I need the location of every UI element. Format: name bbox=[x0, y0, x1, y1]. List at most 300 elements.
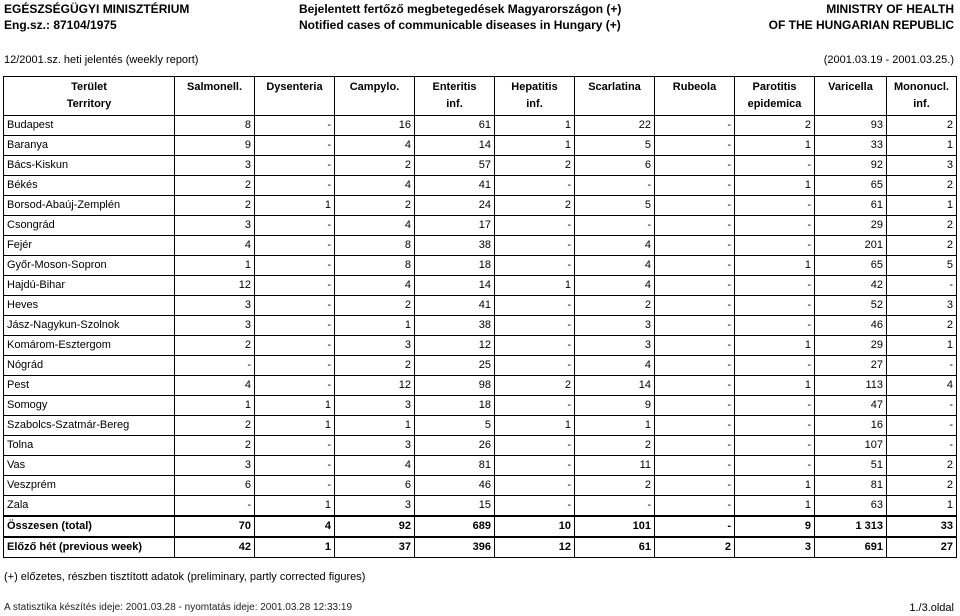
value-cell: 1 bbox=[175, 396, 255, 416]
value-cell: - bbox=[735, 456, 815, 476]
value-cell: - bbox=[255, 156, 335, 176]
value-cell: - bbox=[255, 376, 335, 396]
value-cell: 16 bbox=[335, 116, 415, 136]
value-cell: 93 bbox=[815, 116, 887, 136]
value-cell: 1 bbox=[887, 196, 957, 216]
value-cell: 3 bbox=[175, 456, 255, 476]
value-cell: - bbox=[887, 416, 957, 436]
value-cell: 22 bbox=[575, 116, 655, 136]
value-cell: - bbox=[735, 416, 815, 436]
table-row bbox=[4, 336, 957, 356]
value-cell: - bbox=[495, 216, 575, 236]
column-header-line2 bbox=[815, 96, 886, 113]
territory-cell: Tolna bbox=[4, 436, 175, 456]
value-cell: - bbox=[887, 356, 957, 376]
value-cell: - bbox=[255, 116, 335, 136]
value-cell: 2 bbox=[175, 176, 255, 196]
value-cell: 1 bbox=[887, 496, 957, 517]
value-cell: 4 bbox=[175, 376, 255, 396]
table-row bbox=[4, 296, 957, 316]
value-cell: 57 bbox=[415, 156, 495, 176]
value-cell: - bbox=[495, 496, 575, 517]
value-cell: 3 bbox=[175, 296, 255, 316]
value-cell: - bbox=[655, 236, 735, 256]
column-header-line1: Enteritis bbox=[432, 81, 477, 93]
value-cell: 1 bbox=[735, 476, 815, 496]
value-cell: - bbox=[495, 436, 575, 456]
value-cell: 29 bbox=[815, 336, 887, 356]
value-cell: 201 bbox=[815, 236, 887, 256]
value-cell: 5 bbox=[415, 416, 495, 436]
value-cell: - bbox=[735, 156, 815, 176]
value-cell: 2 bbox=[575, 476, 655, 496]
value-cell: 1 bbox=[335, 316, 415, 336]
value-cell: - bbox=[655, 116, 735, 136]
print-timestamp: A statisztika készítés ideje: 2001.03.28 - nyomtatás ideje: 2001.03.28 12:33:19 bbox=[4, 602, 353, 613]
territory-cell: Összesen (total) bbox=[4, 516, 175, 537]
table-header bbox=[4, 77, 957, 116]
value-cell: 61 bbox=[415, 116, 495, 136]
value-cell: 38 bbox=[415, 236, 495, 256]
value-cell: 2 bbox=[175, 196, 255, 216]
value-cell: 1 bbox=[255, 496, 335, 517]
value-cell: 8 bbox=[335, 256, 415, 276]
date-range: (2001.03.19 - 2001.03.25.) bbox=[823, 54, 954, 66]
value-cell: 2 bbox=[495, 376, 575, 396]
value-cell: 3 bbox=[887, 156, 957, 176]
value-cell: 1 bbox=[735, 176, 815, 196]
value-cell: 1 bbox=[575, 416, 655, 436]
value-cell: 61 bbox=[575, 537, 655, 558]
territory-cell: Fejér bbox=[4, 236, 175, 256]
table-row bbox=[4, 236, 957, 256]
value-cell: - bbox=[255, 336, 335, 356]
value-cell: 1 bbox=[495, 276, 575, 296]
value-cell: 16 bbox=[815, 416, 887, 436]
value-cell: 2 bbox=[175, 436, 255, 456]
territory-cell: Somogy bbox=[4, 396, 175, 416]
value-cell: 15 bbox=[415, 496, 495, 517]
value-cell: - bbox=[735, 316, 815, 336]
value-cell: - bbox=[495, 296, 575, 316]
value-cell: 6 bbox=[335, 476, 415, 496]
value-cell: 4 bbox=[575, 356, 655, 376]
value-cell: - bbox=[735, 236, 815, 256]
value-cell: 396 bbox=[415, 537, 495, 558]
value-cell: 46 bbox=[815, 316, 887, 336]
value-cell: 1 bbox=[335, 416, 415, 436]
value-cell: 12 bbox=[175, 276, 255, 296]
value-cell: - bbox=[575, 496, 655, 517]
value-cell: 3 bbox=[887, 296, 957, 316]
value-cell: - bbox=[887, 436, 957, 456]
value-cell: 14 bbox=[415, 136, 495, 156]
value-cell: 4 bbox=[175, 236, 255, 256]
territory-cell: Békés bbox=[4, 176, 175, 196]
value-cell: - bbox=[655, 496, 735, 517]
value-cell: 2 bbox=[335, 196, 415, 216]
value-cell: 4 bbox=[575, 276, 655, 296]
value-cell: 41 bbox=[415, 176, 495, 196]
territory-cell: Komárom-Esztergom bbox=[4, 336, 175, 356]
value-cell: - bbox=[655, 316, 735, 336]
value-cell: 18 bbox=[415, 396, 495, 416]
value-cell: 4 bbox=[335, 276, 415, 296]
territory-cell: Szabolcs-Szatmár-Bereg bbox=[4, 416, 175, 436]
value-cell: - bbox=[735, 396, 815, 416]
value-cell: 18 bbox=[415, 256, 495, 276]
value-cell: 2 bbox=[887, 236, 957, 256]
table-body bbox=[4, 116, 957, 558]
value-cell: 107 bbox=[815, 436, 887, 456]
column-header-line1: Salmonell. bbox=[186, 81, 243, 93]
value-cell: 51 bbox=[815, 456, 887, 476]
value-cell: 3 bbox=[335, 496, 415, 517]
table-row bbox=[4, 476, 957, 496]
column-header-line2: epidemica bbox=[747, 98, 802, 110]
value-cell: 12 bbox=[495, 537, 575, 558]
value-cell: 4 bbox=[575, 236, 655, 256]
value-cell: 691 bbox=[815, 537, 887, 558]
value-cell: 2 bbox=[575, 296, 655, 316]
table-row bbox=[4, 176, 957, 196]
table-row bbox=[4, 316, 957, 336]
territory-cell: Heves bbox=[4, 296, 175, 316]
value-cell: - bbox=[735, 216, 815, 236]
column-header-line2: inf. bbox=[526, 98, 543, 110]
column-header-line2 bbox=[655, 96, 734, 113]
value-cell: 3 bbox=[735, 537, 815, 558]
column-header bbox=[175, 77, 255, 116]
value-cell: - bbox=[255, 256, 335, 276]
value-cell: - bbox=[655, 336, 735, 356]
value-cell: - bbox=[175, 496, 255, 517]
page-number: 1./3.oldal bbox=[909, 602, 954, 614]
value-cell: 1 313 bbox=[815, 516, 887, 537]
value-cell: - bbox=[255, 296, 335, 316]
report-number: 12/2001.sz. heti jelentés (weekly report) bbox=[4, 54, 199, 66]
value-cell: 689 bbox=[415, 516, 495, 537]
value-cell: 2 bbox=[335, 296, 415, 316]
value-cell: 12 bbox=[335, 376, 415, 396]
value-cell: - bbox=[655, 476, 735, 496]
value-cell: 1 bbox=[735, 136, 815, 156]
value-cell: - bbox=[255, 276, 335, 296]
title-hungarian: Bejelentett fertőző megbetegedések Magyarországon (+) bbox=[299, 2, 622, 16]
column-header-line1: Hepatitis bbox=[511, 81, 558, 93]
ministry-name-en: MINISTRY OF HEALTH bbox=[826, 2, 954, 16]
value-cell: 12 bbox=[415, 336, 495, 356]
value-cell: 1 bbox=[255, 196, 335, 216]
column-header-line2 bbox=[335, 96, 414, 113]
column-header-line1: Parotitis bbox=[752, 81, 797, 93]
column-header-line2: inf. bbox=[446, 98, 463, 110]
value-cell: 1 bbox=[255, 416, 335, 436]
value-cell: 1 bbox=[735, 496, 815, 517]
value-cell: - bbox=[255, 236, 335, 256]
value-cell: 3 bbox=[575, 336, 655, 356]
value-cell: 4 bbox=[575, 256, 655, 276]
value-cell: 2 bbox=[887, 216, 957, 236]
value-cell: 2 bbox=[887, 456, 957, 476]
table-row bbox=[4, 216, 957, 236]
value-cell: 41 bbox=[415, 296, 495, 316]
value-cell: - bbox=[735, 296, 815, 316]
value-cell: 42 bbox=[815, 276, 887, 296]
column-header-line2 bbox=[575, 96, 654, 113]
territory-cell: Nógrád bbox=[4, 356, 175, 376]
value-cell: 1 bbox=[495, 416, 575, 436]
value-cell: 81 bbox=[415, 456, 495, 476]
column-header-line1: Mononucl. bbox=[894, 81, 949, 93]
value-cell: 1 bbox=[495, 136, 575, 156]
table-row bbox=[4, 436, 957, 456]
value-cell: 2 bbox=[335, 356, 415, 376]
disease-table bbox=[3, 76, 957, 558]
value-cell: 33 bbox=[815, 136, 887, 156]
value-cell: 3 bbox=[575, 316, 655, 336]
table-row bbox=[4, 156, 957, 176]
table-row bbox=[4, 276, 957, 296]
column-header bbox=[415, 77, 495, 116]
value-cell: 10 bbox=[495, 516, 575, 537]
table-row bbox=[4, 136, 957, 156]
value-cell: 11 bbox=[575, 456, 655, 476]
value-cell: 6 bbox=[175, 476, 255, 496]
table-row bbox=[4, 416, 957, 436]
value-cell: - bbox=[887, 276, 957, 296]
value-cell: - bbox=[655, 376, 735, 396]
value-cell: - bbox=[887, 396, 957, 416]
value-cell: - bbox=[495, 456, 575, 476]
value-cell: 3 bbox=[175, 216, 255, 236]
column-header bbox=[335, 77, 415, 116]
value-cell: - bbox=[655, 396, 735, 416]
territory-cell: Veszprém bbox=[4, 476, 175, 496]
value-cell: - bbox=[495, 476, 575, 496]
value-cell: 27 bbox=[887, 537, 957, 558]
value-cell: 1 bbox=[735, 376, 815, 396]
value-cell: - bbox=[495, 316, 575, 336]
value-cell: - bbox=[255, 176, 335, 196]
column-header-line2 bbox=[175, 96, 254, 113]
value-cell: - bbox=[655, 276, 735, 296]
value-cell: 52 bbox=[815, 296, 887, 316]
value-cell: 63 bbox=[815, 496, 887, 517]
column-header-line1: Dysenteria bbox=[266, 81, 323, 93]
registration-number: Eng.sz.: 87104/1975 bbox=[4, 18, 117, 32]
table-row bbox=[4, 196, 957, 216]
value-cell: 4 bbox=[335, 456, 415, 476]
previous-week-row bbox=[4, 537, 957, 558]
value-cell: 4 bbox=[335, 176, 415, 196]
value-cell: 5 bbox=[575, 196, 655, 216]
value-cell: 4 bbox=[335, 136, 415, 156]
value-cell: 1 bbox=[735, 256, 815, 276]
value-cell: 2 bbox=[735, 116, 815, 136]
ministry-name-en-line2: OF THE HUNGARIAN REPUBLIC bbox=[768, 18, 954, 32]
ministry-name-hu: EGÉSZSÉGÜGYI MINISZTÉRIUM bbox=[4, 2, 190, 16]
value-cell: - bbox=[495, 236, 575, 256]
value-cell: 101 bbox=[575, 516, 655, 537]
header-row bbox=[4, 77, 957, 116]
value-cell: 1 bbox=[735, 336, 815, 356]
value-cell: 61 bbox=[815, 196, 887, 216]
column-header bbox=[815, 77, 887, 116]
table-row bbox=[4, 496, 957, 517]
value-cell: - bbox=[655, 516, 735, 537]
value-cell: - bbox=[655, 436, 735, 456]
value-cell: - bbox=[735, 356, 815, 376]
value-cell: 92 bbox=[815, 156, 887, 176]
territory-cell: Budapest bbox=[4, 116, 175, 136]
column-header bbox=[735, 77, 815, 116]
territory-cell: Zala bbox=[4, 496, 175, 517]
value-cell: - bbox=[255, 136, 335, 156]
value-cell: 9 bbox=[735, 516, 815, 537]
value-cell: 46 bbox=[415, 476, 495, 496]
value-cell: - bbox=[255, 456, 335, 476]
value-cell: - bbox=[655, 216, 735, 236]
title-english: Notified cases of communicable diseases in Hungary (+) bbox=[299, 18, 621, 32]
value-cell: 2 bbox=[887, 476, 957, 496]
footnote: (+) előzetes, részben tisztított adatok (preliminary, partly corrected figures) bbox=[4, 571, 366, 583]
column-header bbox=[4, 77, 175, 116]
value-cell: 26 bbox=[415, 436, 495, 456]
table-row bbox=[4, 256, 957, 276]
table-row bbox=[4, 116, 957, 136]
value-cell: 8 bbox=[175, 116, 255, 136]
value-cell: 5 bbox=[887, 256, 957, 276]
column-header-line1: Rubeola bbox=[672, 81, 717, 93]
value-cell: 1 bbox=[255, 537, 335, 558]
value-cell: 65 bbox=[815, 176, 887, 196]
value-cell: 98 bbox=[415, 376, 495, 396]
value-cell: - bbox=[655, 136, 735, 156]
column-header-line1: Terület bbox=[71, 81, 107, 93]
value-cell: 27 bbox=[815, 356, 887, 376]
column-header-line1: Varicella bbox=[828, 81, 873, 93]
value-cell: 47 bbox=[815, 396, 887, 416]
value-cell: 65 bbox=[815, 256, 887, 276]
value-cell: 1 bbox=[887, 336, 957, 356]
value-cell: - bbox=[255, 316, 335, 336]
territory-cell: Pest bbox=[4, 376, 175, 396]
value-cell: - bbox=[575, 216, 655, 236]
column-header bbox=[255, 77, 335, 116]
value-cell: 37 bbox=[335, 537, 415, 558]
value-cell: 1 bbox=[175, 256, 255, 276]
value-cell: 4 bbox=[335, 216, 415, 236]
value-cell: - bbox=[655, 296, 735, 316]
value-cell: 1 bbox=[495, 116, 575, 136]
territory-cell: Csongrád bbox=[4, 216, 175, 236]
value-cell: 2 bbox=[495, 156, 575, 176]
column-header-line1: Campylo. bbox=[349, 81, 400, 93]
value-cell: 25 bbox=[415, 356, 495, 376]
value-cell: - bbox=[495, 336, 575, 356]
value-cell: 8 bbox=[335, 236, 415, 256]
value-cell: 38 bbox=[415, 316, 495, 336]
value-cell: - bbox=[655, 356, 735, 376]
value-cell: 81 bbox=[815, 476, 887, 496]
value-cell: - bbox=[255, 356, 335, 376]
territory-cell: Baranya bbox=[4, 136, 175, 156]
value-cell: 33 bbox=[887, 516, 957, 537]
value-cell: 3 bbox=[335, 396, 415, 416]
value-cell: - bbox=[735, 196, 815, 216]
value-cell: - bbox=[255, 476, 335, 496]
value-cell: 70 bbox=[175, 516, 255, 537]
column-header-line2: inf. bbox=[913, 98, 930, 110]
value-cell: 29 bbox=[815, 216, 887, 236]
value-cell: 17 bbox=[415, 216, 495, 236]
column-header-line2: Territory bbox=[66, 98, 112, 110]
value-cell: 14 bbox=[575, 376, 655, 396]
value-cell: 2 bbox=[175, 336, 255, 356]
value-cell: 3 bbox=[175, 156, 255, 176]
territory-cell: Vas bbox=[4, 456, 175, 476]
value-cell: 5 bbox=[575, 136, 655, 156]
value-cell: 2 bbox=[495, 196, 575, 216]
value-cell: - bbox=[655, 256, 735, 276]
value-cell: 2 bbox=[575, 436, 655, 456]
column-header bbox=[887, 77, 957, 116]
value-cell: 6 bbox=[575, 156, 655, 176]
table-row bbox=[4, 376, 957, 396]
value-cell: 92 bbox=[335, 516, 415, 537]
value-cell: 2 bbox=[655, 537, 735, 558]
value-cell: 9 bbox=[575, 396, 655, 416]
column-header-line2 bbox=[255, 96, 334, 113]
value-cell: - bbox=[175, 356, 255, 376]
value-cell: - bbox=[655, 176, 735, 196]
value-cell: 9 bbox=[175, 136, 255, 156]
table-row bbox=[4, 356, 957, 376]
value-cell: 3 bbox=[335, 336, 415, 356]
value-cell: 4 bbox=[255, 516, 335, 537]
column-header bbox=[495, 77, 575, 116]
total-row bbox=[4, 516, 957, 537]
value-cell: 42 bbox=[175, 537, 255, 558]
value-cell: 4 bbox=[887, 376, 957, 396]
value-cell: - bbox=[735, 436, 815, 456]
value-cell: 1 bbox=[255, 396, 335, 416]
territory-cell: Győr-Moson-Sopron bbox=[4, 256, 175, 276]
value-cell: - bbox=[655, 416, 735, 436]
value-cell: 3 bbox=[335, 436, 415, 456]
value-cell: 1 bbox=[887, 136, 957, 156]
value-cell: 14 bbox=[415, 276, 495, 296]
value-cell: - bbox=[495, 396, 575, 416]
territory-cell: Jász-Nagykun-Szolnok bbox=[4, 316, 175, 336]
column-header bbox=[575, 77, 655, 116]
value-cell: - bbox=[255, 436, 335, 456]
value-cell: 2 bbox=[887, 176, 957, 196]
value-cell: - bbox=[495, 356, 575, 376]
value-cell: - bbox=[655, 456, 735, 476]
column-header bbox=[655, 77, 735, 116]
value-cell: - bbox=[255, 216, 335, 236]
table-row bbox=[4, 396, 957, 416]
table-row bbox=[4, 456, 957, 476]
value-cell: 2 bbox=[887, 316, 957, 336]
value-cell: - bbox=[495, 176, 575, 196]
value-cell: 2 bbox=[335, 156, 415, 176]
column-header-line1: Scarlatina bbox=[588, 81, 641, 93]
territory-cell: Előző hét (previous week) bbox=[4, 537, 175, 558]
value-cell: - bbox=[655, 156, 735, 176]
